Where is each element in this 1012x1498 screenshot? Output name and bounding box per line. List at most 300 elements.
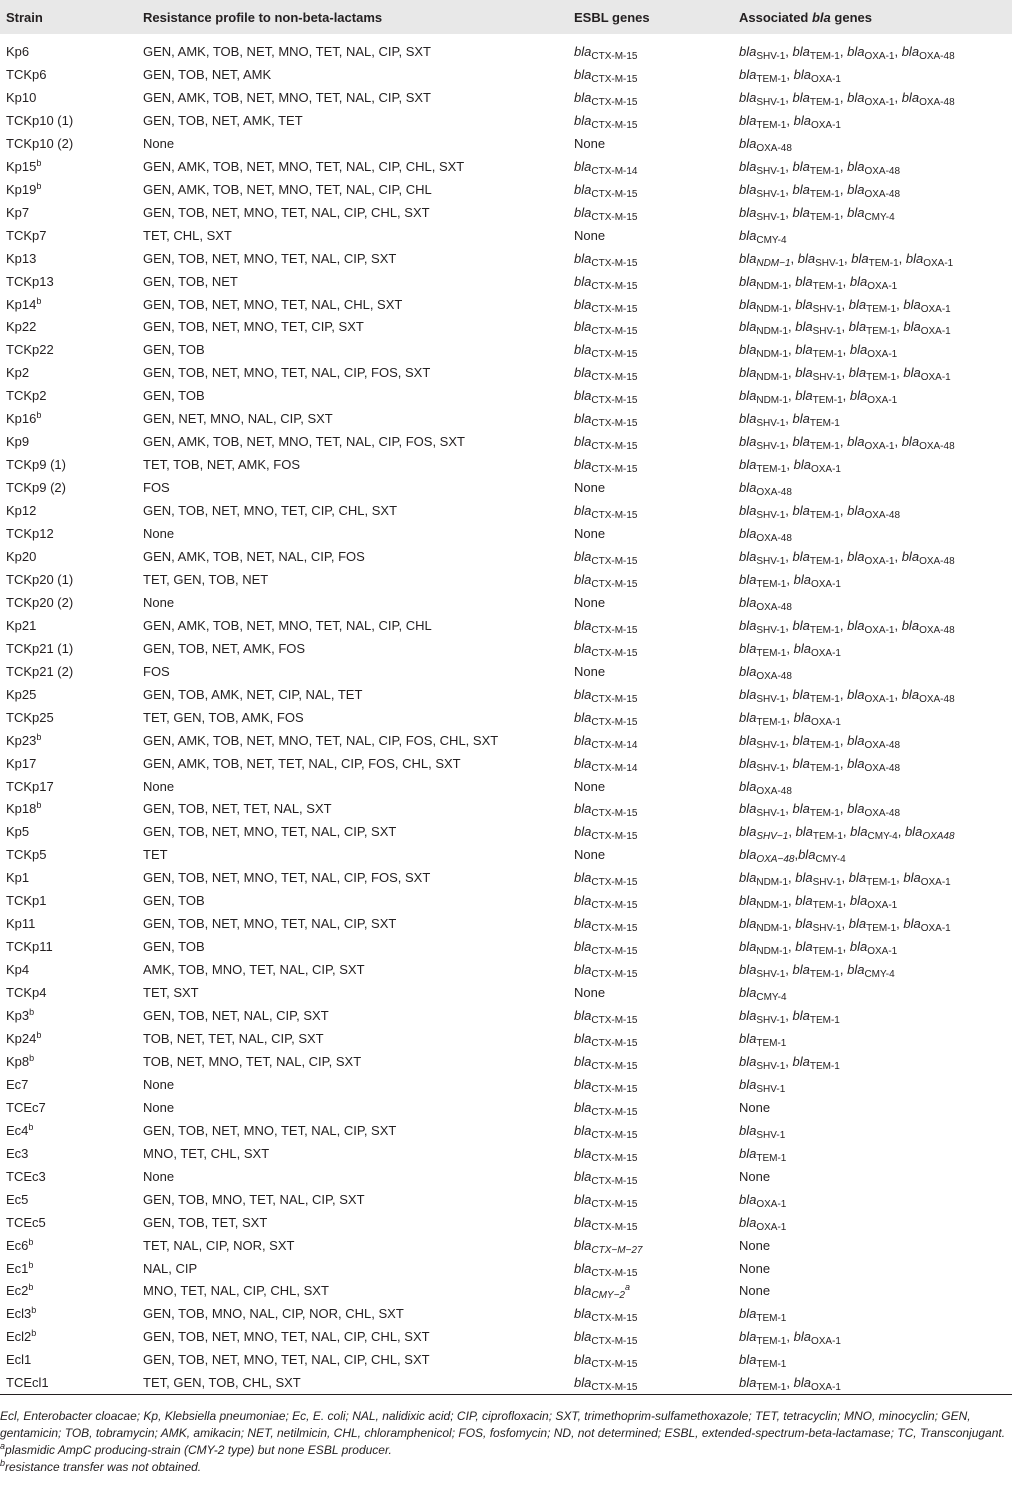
associated-genes-cell: bla$_{NDM-1}$, bla$_{SHV-1}$, bla$_{TEM-1}$, bla$_{OXA-1}$	[739, 916, 951, 935]
gene-prefix: bla	[739, 296, 757, 312]
esbl-genes-cell	[574, 798, 739, 821]
header-assoc-pre: Associated	[739, 9, 812, 25]
gene	[739, 801, 786, 820]
gene-prefix: bla	[574, 617, 592, 633]
gene-prefix: bla	[739, 778, 757, 794]
gene-prefix: bla	[847, 204, 865, 220]
associated-genes-cell: bla$_{TEM-1}$, bla$_{OXA-1}$	[739, 709, 841, 728]
strain-name: Kp23	[6, 732, 37, 748]
gene-prefix: bla	[798, 847, 816, 863]
gene-prefix: bla	[739, 1329, 757, 1345]
strain-name: Kp17	[6, 755, 37, 771]
strain-cell	[0, 568, 143, 591]
gene	[739, 319, 789, 338]
gene	[849, 388, 898, 407]
gene-prefix: bla	[574, 1352, 592, 1368]
gene-prefix: bla	[574, 44, 592, 59]
gene-subscript: CTX-M-15	[591, 1015, 638, 1027]
strain-cell	[0, 591, 143, 614]
gene-subscript: TEM-1	[756, 1359, 787, 1371]
gene-subscript: TEM-1	[866, 326, 897, 338]
gene	[739, 1375, 787, 1394]
strain-cell	[0, 224, 143, 247]
gene-subscript: OXA-1	[810, 716, 841, 728]
gene-subscript: OXA-48	[919, 624, 955, 636]
table-row	[0, 912, 1012, 935]
table-footnotes	[0, 1408, 1012, 1476]
gene-subscript: CTX-M-15	[591, 441, 638, 453]
resistance-profile-cell: GEN, TOB, NET	[143, 273, 238, 289]
table-row	[0, 1371, 1012, 1394]
gene	[797, 250, 845, 269]
gene-prefix: bla	[739, 1352, 757, 1368]
gene-subscript: OXA-1	[810, 647, 841, 659]
gene	[739, 1329, 787, 1348]
gene-prefix: bla	[739, 319, 757, 335]
gene-prefix: bla	[574, 640, 592, 656]
gene-subscript: OXA-1	[810, 464, 841, 476]
table-row	[0, 270, 1012, 293]
gene-prefix: bla	[574, 1191, 592, 1207]
gene	[739, 44, 786, 62]
strain-cell	[0, 293, 143, 316]
resistance-profile-cell: None	[143, 1099, 175, 1115]
gene	[574, 1306, 638, 1325]
gene-prefix: bla	[903, 916, 921, 932]
gene	[795, 319, 842, 338]
gene-prefix: bla	[574, 1031, 592, 1046]
gene	[574, 89, 638, 108]
gene-prefix: bla	[795, 342, 813, 358]
table-row	[0, 132, 1012, 155]
gene-subscript: TEM-1	[756, 1152, 787, 1164]
gene-subscript: NDM−1	[756, 257, 791, 269]
gene	[847, 732, 901, 751]
gene	[574, 1076, 638, 1095]
gene-subscript: SHV-1	[812, 372, 842, 384]
gene-subscript: CTX-M-15	[591, 969, 638, 981]
gene-subscript: NDM-1	[756, 280, 789, 292]
gene-prefix: bla	[574, 1283, 592, 1299]
resistance-profile-cell: TET, GEN, TOB, AMK, FOS	[143, 709, 304, 725]
gene-prefix: bla	[574, 1306, 592, 1322]
table-row	[0, 1188, 1012, 1211]
strain-name: TCKp7	[6, 227, 47, 243]
gene	[574, 181, 638, 200]
strain-cell	[0, 155, 143, 178]
strain-name: Kp1	[6, 870, 30, 886]
strain-name: Kp21	[6, 617, 37, 633]
gene-prefix: bla	[574, 1329, 592, 1345]
gene	[739, 1306, 787, 1325]
gene-subscript: CTX-M-15	[591, 624, 638, 636]
gene-prefix: bla	[574, 434, 592, 450]
gene-prefix: bla	[903, 365, 921, 381]
associated-genes-cell: bla$_{NDM-1}$, bla$_{TEM-1}$, bla$_{OXA-1}$	[739, 893, 898, 912]
gene-subscript: CTX-M-15	[591, 395, 638, 407]
strain-cell	[0, 866, 143, 889]
gene	[739, 1145, 787, 1164]
gene-prefix: bla	[847, 44, 865, 59]
gene-subscript: CTX-M-15	[591, 1106, 638, 1118]
gene-prefix: bla	[574, 204, 592, 220]
gene-prefix: bla	[847, 801, 865, 817]
gene-prefix: bla	[792, 548, 810, 564]
gene-subscript: TEM-1	[809, 96, 840, 108]
associated-genes-cell	[739, 775, 1012, 798]
gene	[574, 411, 638, 430]
strain-cell	[0, 1211, 143, 1234]
gene-subscript: SHV-1	[756, 808, 786, 820]
resistance-profile-cell: GEN, NET, MNO, NAL, CIP, SXT	[143, 411, 333, 427]
gene-prefix: bla	[739, 1306, 757, 1322]
table-row	[0, 338, 1012, 361]
gene	[848, 916, 897, 935]
gene-subscript: NDM-1	[756, 349, 789, 361]
gene-prefix: bla	[847, 755, 865, 771]
strain-name: TCKp4	[6, 985, 47, 1001]
strain-footnote-mark: b	[29, 1052, 35, 1063]
gene-prefix: bla	[574, 824, 592, 840]
gene-prefix: bla	[739, 1122, 757, 1138]
gene-subscript: TEM-1	[809, 624, 840, 636]
gene	[793, 640, 841, 659]
gene-prefix: bla	[574, 801, 592, 817]
gene-subscript: OXA-48	[756, 785, 792, 797]
gene	[792, 1053, 840, 1072]
gene	[574, 1282, 630, 1302]
strain-cell	[0, 820, 143, 843]
gene-prefix: bla	[574, 1168, 592, 1184]
strain-cell	[0, 522, 143, 545]
gene-prefix: bla	[739, 709, 757, 725]
gene-prefix: bla	[739, 227, 757, 243]
gene-prefix: bla	[901, 617, 920, 633]
table-row	[0, 34, 1012, 63]
gene	[792, 755, 840, 774]
gene-prefix: bla	[901, 434, 920, 450]
header-associated-bla-genes	[739, 0, 1012, 34]
strain-name: TCKp1	[6, 893, 47, 909]
gene	[795, 870, 842, 889]
gene-prefix: bla	[574, 1214, 592, 1230]
gene-subscript: SHV-1	[756, 188, 786, 200]
gene	[739, 663, 792, 682]
gene	[739, 824, 789, 843]
gene-subscript: CMY−2	[591, 1290, 625, 1302]
gene-subscript: OXA-1	[810, 119, 841, 131]
strain-cell	[0, 706, 143, 729]
footnote-b-text: resistance transfer was not obtained.	[5, 1460, 202, 1474]
gene	[739, 204, 786, 223]
associated-genes-cell: bla$_{SHV-1}$, bla$_{TEM-1}$, bla$_{CMY-4}$	[739, 962, 895, 981]
strain-cell	[0, 1119, 143, 1142]
gene-subscript: OXA-48	[756, 670, 792, 682]
strain-name: TCKp21 (1)	[6, 640, 74, 656]
gene	[901, 617, 955, 636]
gene	[574, 296, 638, 315]
strain-cell	[0, 453, 143, 476]
table-row	[0, 866, 1012, 889]
strain-name: Kp22	[6, 319, 37, 335]
gene-subscript: OXA-48	[864, 808, 901, 820]
gene	[739, 1122, 786, 1141]
gene-prefix: bla	[574, 250, 592, 266]
table-row	[0, 453, 1012, 476]
gene	[574, 801, 638, 820]
resistance-profile-cell: GEN, AMK, TOB, NET, NAL, CIP, FOS	[143, 548, 365, 564]
gene	[574, 1352, 638, 1371]
gene-footnote-mark: a	[624, 1282, 630, 1293]
none-value: None	[574, 480, 606, 496]
gene	[574, 870, 638, 889]
gene-prefix: bla	[739, 66, 757, 82]
strain-cell	[0, 545, 143, 568]
associated-genes-cell: bla$_{NDM-1}$, bla$_{TEM-1}$, bla$_{OXA-1}$	[739, 273, 898, 292]
gene	[792, 686, 840, 705]
esbl-genes-cell	[574, 568, 739, 591]
gene-prefix: bla	[847, 503, 865, 519]
gene-prefix: bla	[903, 319, 921, 335]
gene-prefix: bla	[574, 66, 592, 82]
gene-subscript: NDM-1	[756, 923, 789, 935]
strain-name: TCKp20 (2)	[6, 594, 74, 610]
esbl-genes-cell	[574, 729, 739, 752]
associated-genes-cell: bla$_{NDM-1}$, bla$_{SHV-1}$, bla$_{TEM-1}$, bla$_{OXA-1}$	[739, 296, 951, 315]
gene-prefix: bla	[795, 916, 813, 932]
gene-subscript: OXA-48	[919, 693, 955, 705]
gene-subscript: CTX-M-15	[591, 1198, 638, 1210]
strain-name: Ecl2	[6, 1329, 32, 1345]
gene	[849, 939, 898, 958]
gene	[793, 66, 841, 85]
gene	[739, 985, 787, 1004]
esbl-genes-cell	[574, 247, 739, 270]
esbl-genes-cell	[574, 1302, 739, 1325]
gene	[739, 870, 789, 889]
esbl-genes-cell	[574, 476, 739, 499]
gene-prefix: bla	[574, 916, 592, 932]
gene	[793, 1329, 841, 1348]
gene	[792, 158, 840, 177]
gene	[792, 548, 840, 567]
gene-prefix: bla	[849, 388, 868, 404]
strain-name: TCEc5	[6, 1214, 46, 1230]
strain-cell	[0, 270, 143, 293]
gene-subscript: SHV-1	[756, 96, 786, 108]
gene-subscript: CMY-4	[815, 854, 846, 866]
gene-prefix: bla	[739, 870, 757, 886]
gene	[739, 1031, 787, 1049]
gene-subscript: TEM-1	[809, 739, 840, 751]
gene	[739, 893, 789, 912]
gene-subscript: CTX-M-15	[591, 946, 638, 958]
gene	[792, 801, 840, 820]
esbl-genes-cell	[574, 843, 739, 866]
associated-genes-cell: bla$_{TEM-1}$, bla$_{OXA-1}$	[739, 1371, 1012, 1394]
resistance-profile-cell: GEN, TOB	[143, 939, 205, 955]
gene-subscript: CTX-M-15	[591, 693, 638, 705]
gene	[901, 548, 955, 567]
gene-subscript: CMY-4	[864, 969, 895, 981]
associated-genes-cell: bla$_{SHV-1}$, bla$_{TEM-1}$	[739, 1008, 840, 1027]
strain-cell	[0, 660, 143, 683]
gene-subscript: TEM-1	[866, 877, 897, 889]
strain-footnote-mark: b	[36, 180, 42, 191]
table-row	[0, 889, 1012, 912]
gene	[739, 158, 786, 177]
resistance-profile-cell: None	[143, 778, 175, 794]
gene-prefix: bla	[574, 755, 592, 771]
gene-prefix: bla	[849, 273, 868, 289]
resistance-profile-cell: GEN, TOB, NET, MNO, TET, NAL, CHL, SXT	[143, 296, 403, 312]
gene-prefix: bla	[847, 181, 865, 197]
gene	[574, 434, 638, 453]
strain-cell	[0, 843, 143, 866]
gene-prefix: bla	[739, 801, 757, 817]
strain-cell	[0, 476, 143, 499]
gene-subscript: TEM-1	[812, 280, 843, 292]
gene	[847, 548, 895, 567]
gene	[739, 181, 786, 200]
associated-genes-cell: bla$_{TEM-1}$, bla$_{OXA-1}$	[739, 571, 841, 590]
gene	[574, 66, 638, 85]
gene	[574, 365, 638, 384]
gene-subscript: CTX-M-15	[591, 464, 638, 476]
gene	[901, 44, 955, 62]
gene-prefix: bla	[850, 824, 868, 840]
table-row	[0, 1096, 1012, 1119]
gene-subscript: CTX-M-15	[591, 510, 638, 522]
gene-prefix: bla	[574, 1237, 592, 1253]
strain-cell	[0, 935, 143, 958]
gene-subscript: TEM-1	[866, 372, 897, 384]
strain-footnote-mark: b	[31, 1305, 37, 1316]
esbl-genes-cell	[574, 820, 739, 843]
strain-footnote-mark: b	[36, 295, 42, 306]
esbl-genes-cell	[574, 660, 739, 683]
strain-cell	[0, 109, 143, 132]
gene-prefix: bla	[905, 250, 924, 266]
associated-genes-cell	[739, 1165, 1012, 1188]
gene-prefix: bla	[739, 411, 757, 427]
gene-prefix: bla	[795, 824, 813, 840]
gene-subscript: SHV-1	[756, 165, 786, 177]
gene-prefix: bla	[793, 457, 811, 473]
strain-cell	[0, 1165, 143, 1188]
gene-prefix: bla	[792, 1053, 810, 1069]
strain-cell	[0, 315, 143, 338]
associated-genes-cell	[739, 1096, 1012, 1119]
gene-prefix: bla	[739, 1031, 757, 1046]
table-row	[0, 476, 1012, 499]
esbl-genes-cell	[574, 201, 739, 224]
none-value: None	[574, 135, 606, 151]
table-row	[0, 637, 1012, 660]
resistance-profile-cell: MNO, TET, CHL, SXT	[143, 1145, 270, 1161]
table-row	[0, 981, 1012, 1004]
gene	[793, 571, 841, 590]
strain-cell	[0, 981, 143, 1004]
strain-name: TCKp9 (1)	[6, 457, 66, 473]
resistance-profile-cell: TET, TOB, NET, AMK, FOS	[143, 457, 300, 473]
resistance-profile-cell: GEN, TOB	[143, 893, 205, 909]
gene-subscript: OXA-1	[867, 280, 898, 292]
gene-subscript: TEM-1	[812, 831, 843, 843]
gene-prefix: bla	[847, 686, 865, 702]
gene-subscript: SHV-1	[756, 510, 786, 522]
gene	[739, 778, 792, 797]
associated-genes-cell: bla$_{SHV-1}$, bla$_{TEM-1}$, bla$_{OXA-48}$	[739, 503, 901, 522]
gene-prefix: bla	[739, 480, 757, 496]
esbl-genes-cell	[574, 34, 739, 63]
gene-prefix: bla	[574, 732, 592, 748]
gene-subscript: CTX-M-15	[591, 1038, 638, 1049]
gene	[574, 1191, 638, 1210]
gene	[792, 732, 840, 751]
footnote-b-mark: b	[0, 1458, 6, 1468]
associated-genes-cell	[739, 1027, 1012, 1050]
esbl-genes-cell	[574, 109, 739, 132]
esbl-genes-cell	[574, 706, 739, 729]
strain-name: Kp10	[6, 89, 37, 105]
resistance-profile-cell: TET, SXT	[143, 985, 199, 1001]
gene-subscript: CTX-M-15	[591, 555, 638, 567]
gene	[739, 1214, 787, 1233]
gene-prefix: bla	[574, 296, 592, 312]
gene	[574, 1237, 643, 1256]
resistance-profile-cell: GEN, TOB, NET, MNO, TET, NAL, CIP, FOS, SXT	[143, 870, 431, 886]
gene-prefix: bla	[739, 158, 757, 174]
gene-prefix: bla	[795, 893, 813, 909]
associated-genes-cell: bla$_{TEM-1}$, bla$_{OXA-1}$	[739, 640, 841, 659]
resistance-profile-cell: GEN, TOB, NET, MNO, TET, CIP, SXT	[143, 319, 364, 335]
gene	[574, 709, 638, 728]
gene-prefix: bla	[739, 939, 757, 955]
gene-subscript: TEM-1	[809, 51, 840, 62]
gene-subscript: CTX-M-14	[591, 762, 638, 774]
gene-subscript: OXA-1	[864, 624, 895, 636]
gene-subscript: TEM-1	[809, 165, 840, 177]
gene-subscript: CTX-M-15	[591, 1083, 638, 1095]
strain-cell	[0, 1188, 143, 1211]
gene-subscript: CTX-M-15	[591, 96, 638, 108]
gene-prefix: bla	[739, 135, 757, 151]
gene-prefix: bla	[739, 112, 757, 128]
gene-prefix: bla	[849, 939, 868, 955]
gene-subscript: SHV-1	[756, 1060, 786, 1072]
table-row	[0, 201, 1012, 224]
gene-subscript: OXA-1	[756, 1221, 787, 1233]
esbl-genes-cell	[574, 1073, 739, 1096]
table-row	[0, 361, 1012, 384]
strain-cell	[0, 1257, 143, 1280]
footnote-a-text: plasmidic AmpC producing-strain (CMY-2 type) but none ESBL producer.	[5, 1443, 392, 1457]
gene	[798, 847, 846, 866]
gene	[739, 434, 786, 453]
gene-prefix: bla	[739, 985, 757, 1001]
esbl-genes-cell	[574, 889, 739, 912]
gene	[795, 365, 842, 384]
esbl-genes-cell	[574, 912, 739, 935]
gene-subscript: TEM-1	[809, 188, 840, 200]
resistance-profile-cell: GEN, TOB, NET, NAL, CIP, SXT	[143, 1008, 329, 1024]
esbl-genes-cell	[574, 1027, 739, 1050]
gene-prefix: bla	[792, 411, 810, 427]
gene-subscript: CTX-M-15	[591, 303, 638, 315]
gene	[574, 388, 638, 407]
gene	[574, 1260, 638, 1279]
